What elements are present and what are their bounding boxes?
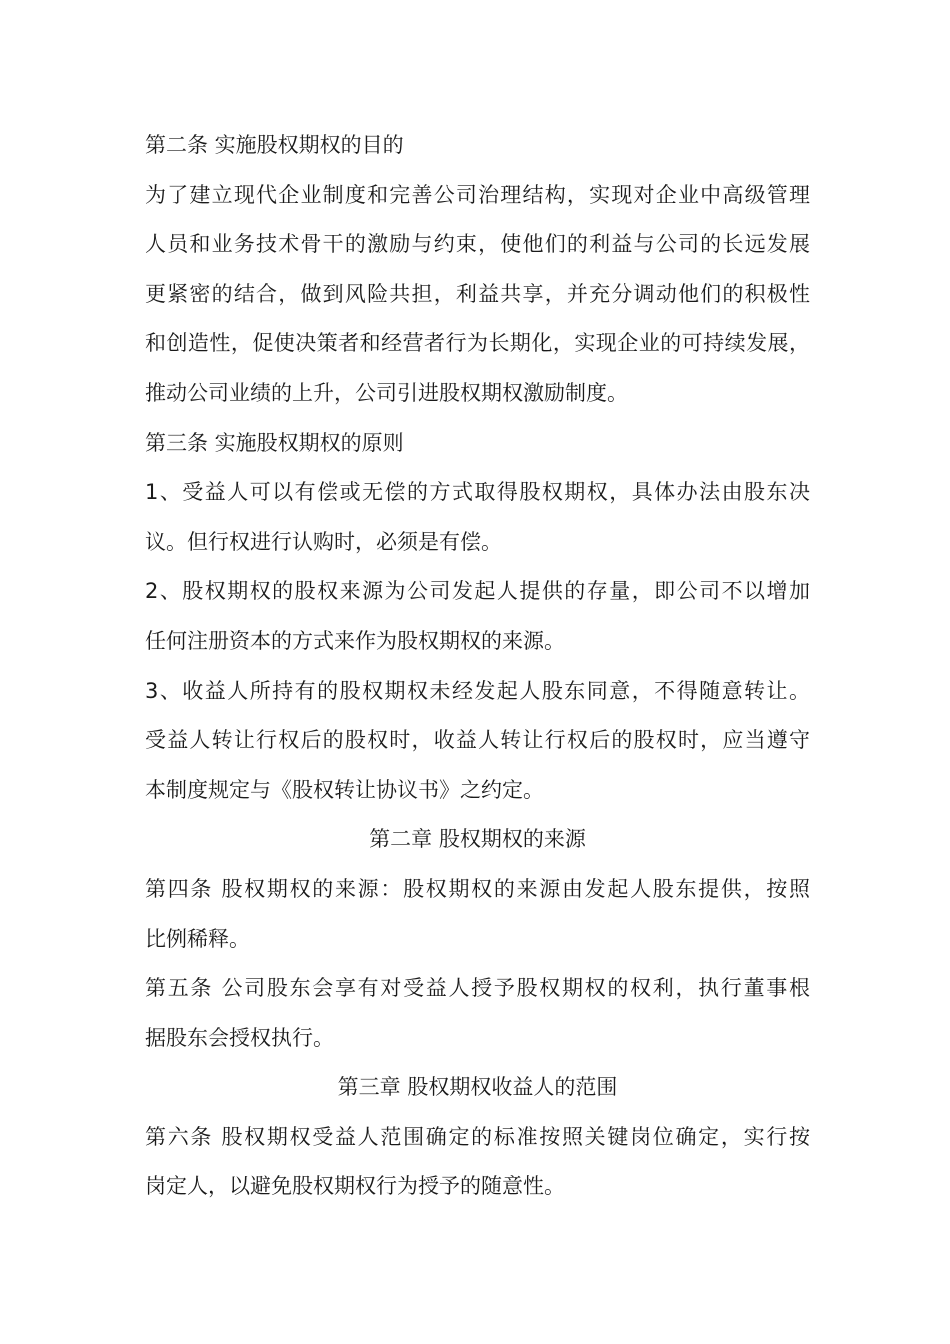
paragraph-line: 受益人转让行权后的股权时，收益人转让行权后的股权时，应当遵守 xyxy=(145,728,810,753)
document-body xyxy=(145,121,810,1212)
article-heading: 第二条 实施股权期权的目的 xyxy=(145,133,404,157)
paragraph-line: 岗定人，以避免股权期权行为授予的随意性。 xyxy=(145,1174,565,1199)
paragraph-line: 任何注册资本的方式来作为股权期权的来源。 xyxy=(145,628,565,653)
chapter-heading: 第三章 股权期权收益人的范围 xyxy=(337,1075,618,1100)
chapter-heading: 第二章 股权期权的来源 xyxy=(369,827,586,852)
paragraph-line: 更紧密的结合，做到风险共担，利益共享，并充分调动他们的积极性 xyxy=(145,281,810,306)
paragraph-line: 第六条 股权期权受益人范围确定的标准按照关键岗位确定，实行按 xyxy=(145,1124,810,1149)
paragraph-line: 比例稀释。 xyxy=(145,926,250,951)
paragraph-line: 第四条 股权期权的来源：股权期权的来源由发起人股东提供，按照 xyxy=(145,876,810,901)
paragraph-line: 1、受益人可以有偿或无偿的方式取得股权期权，具体办法由股东决 xyxy=(145,480,810,505)
paragraph-line: 推动公司业绩的上升，公司引进股权期权激励制度。 xyxy=(145,380,628,405)
article-heading: 第三条 实施股权期权的原则 xyxy=(145,430,404,455)
paragraph-line: 据股东会授权执行。 xyxy=(145,1025,334,1050)
paragraph-line: 3、收益人所持有的股权期权未经发起人股东同意，不得随意转让。 xyxy=(145,678,810,703)
paragraph-line: 2、股权期权的股权来源为公司发起人提供的存量，即公司不以增加 xyxy=(145,579,810,604)
paragraph-line: 第五条 公司股东会享有对受益人授予股权期权的权利，执行董事根 xyxy=(145,976,810,1001)
paragraph-line: 议。但行权进行认购时，必须是有偿。 xyxy=(145,529,502,554)
paragraph-line: 人员和业务技术骨干的激励与约束，使他们的利益与公司的长远发展 xyxy=(145,232,810,257)
paragraph-line: 本制度规定与《股权转让协议书》之约定。 xyxy=(145,777,544,802)
paragraph-line: 为了建立现代企业制度和完善公司治理结构，实现对企业中高级管理 xyxy=(145,182,810,207)
paragraph-line: 和创造性，促使决策者和经营者行为长期化，实现企业的可持续发展， xyxy=(145,331,810,356)
